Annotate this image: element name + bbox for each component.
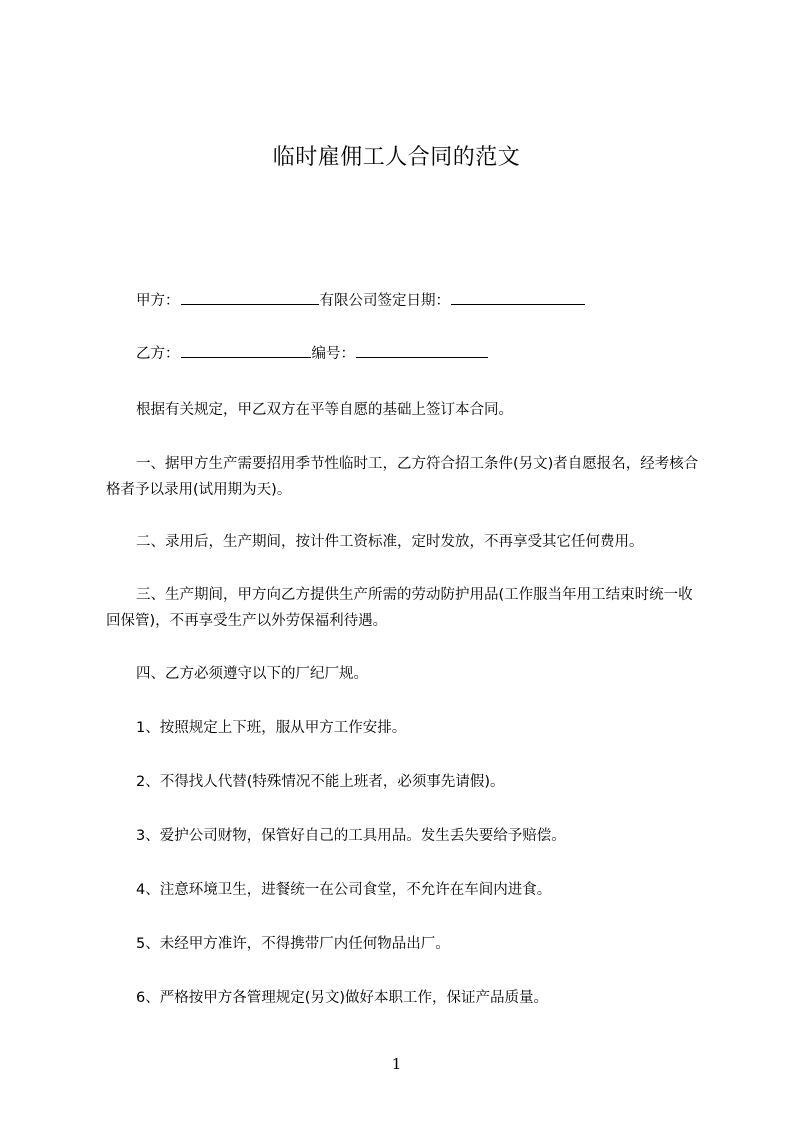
clause-1: 一、据甲方生产需要招用季节性临时工，乙方符合招工条件(另文)者自愿报名，经考核合格者予以录用(试用期为天)。 — [106, 456, 699, 498]
sign-date-blank — [451, 290, 585, 305]
party-b-name-blank — [181, 343, 311, 358]
party-b-line — [136, 341, 489, 367]
clause-2: 二、录用后，生产期间，按计件工资标准，定时发放，不再享受其它任何费用。 — [136, 534, 644, 550]
party-a-suffix: 有限公司签定日期： — [319, 293, 450, 309]
clause-3: 三、生产期间，甲方向乙方提供生产所需的劳动防护用品(工作服当年用工结束时统一收回保管)，不再享受生产以外劳保福利待遇。 — [106, 587, 693, 629]
intro-paragraph: 根据有关规定，甲乙双方在平等自愿的基础上签订本合同。 — [136, 402, 513, 418]
rule-6: 6、严格按甲方各管理规定(另文)做好本职工作，保证产品质量。 — [136, 990, 549, 1006]
rule-3: 3、爱护公司财物，保管好自己的工具用品。发生丢失要给予赔偿。 — [136, 828, 566, 844]
number-label: 编号： — [311, 346, 355, 362]
party-a-label: 甲方： — [136, 293, 180, 309]
party-a-line — [136, 288, 586, 314]
rule-1: 1、按照规定上下班，服从甲方工作安排。 — [136, 720, 407, 736]
rule-2: 2、不得找人代替(特殊情况不能上班者，必须事先请假)。 — [136, 774, 505, 790]
clause-4: 四、乙方必须遵守以下的厂纪厂规。 — [136, 666, 368, 682]
page-number: 1 — [391, 1055, 402, 1073]
party-a-name-blank — [181, 290, 319, 305]
rule-4: 4、注意环境卫生，进餐统一在公司食堂，不允许在车间内进食。 — [136, 882, 552, 898]
rule-5: 5、未经甲方准许，不得携带厂内任何物品出厂。 — [136, 936, 450, 952]
party-b-label: 乙方： — [136, 346, 180, 362]
contract-number-blank — [356, 343, 488, 358]
document-title: 临时雇佣工人合同的范文 — [272, 145, 521, 170]
